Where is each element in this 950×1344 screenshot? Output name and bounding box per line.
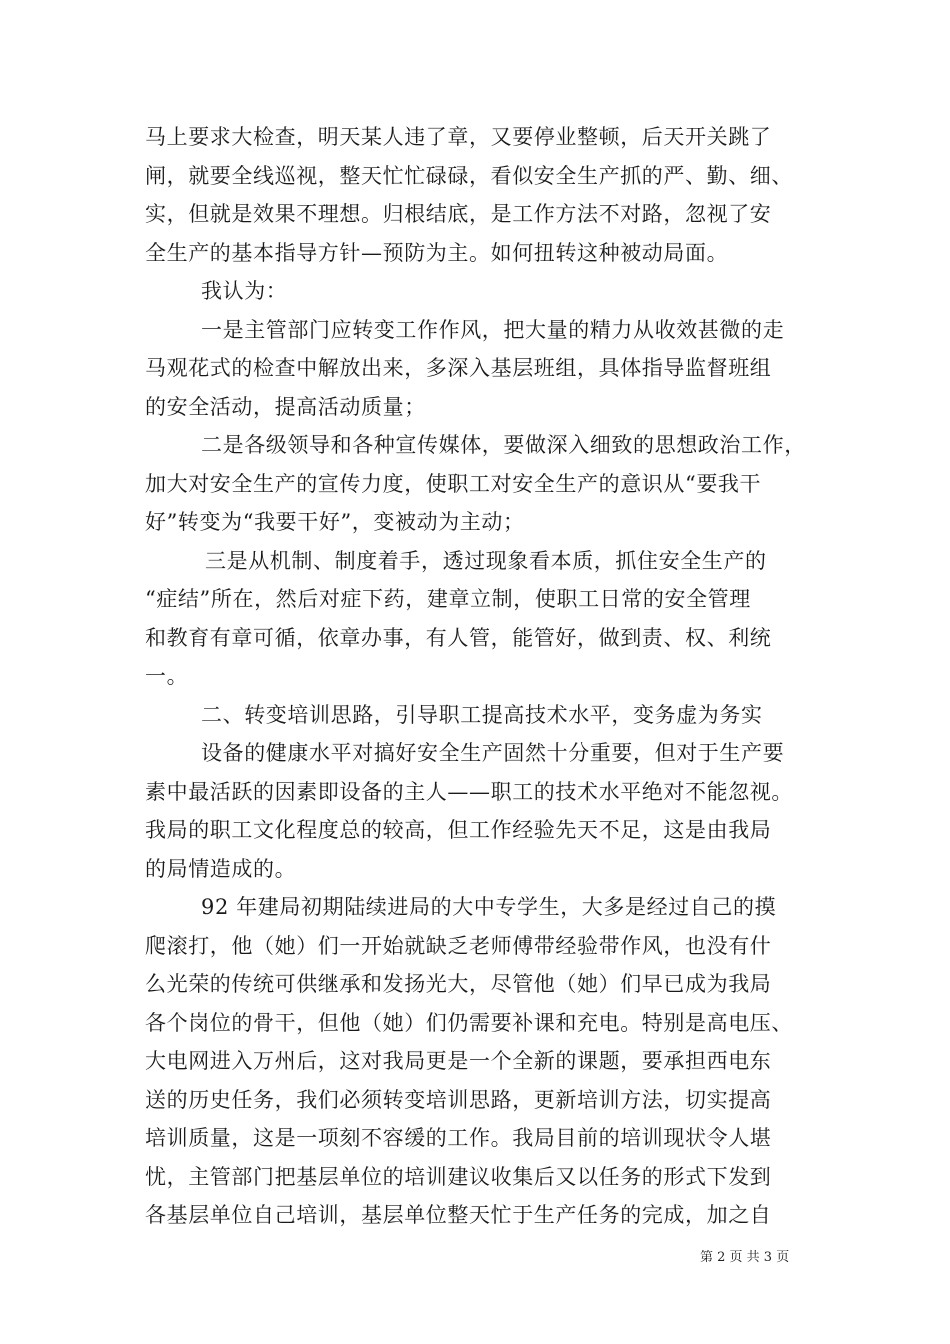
text-line: 的安全活动，提高活动质量； — [145, 394, 426, 419]
text-line: 忧，主管部门把基层单位的培训建议收集后又以任务的形式下发到 — [145, 1164, 772, 1189]
text-line: 好”转变为“我要干好”，变被动为主动； — [145, 510, 525, 534]
document-body — [145, 118, 825, 1235]
text-line: 实，但就是效果不理想。归根结底，是工作方法不对路，忽视了安 — [145, 202, 772, 226]
text-line: 各基层单位自己培训，基层单位整天忙于生产任务的完成，加之自 — [145, 1203, 772, 1227]
text-line: 和教育有章可循，依章办事，有人管，能管好，做到责、权、利统 — [145, 625, 772, 650]
text-line: 大电网进入万州后，这对我局更是一个全新的课题，要承担西电东 — [145, 1049, 772, 1073]
paragraph-start: 我认为： — [201, 279, 288, 303]
text-line: 马上要求大检查，明天某人违了章，又要停业整顿，后天开关跳了 — [145, 125, 772, 149]
text-line: 全生产的基本指导方针—预防为主。如何扭转这种被动局面。 — [145, 240, 729, 265]
paragraph-start: 三是从机制、制度着手，透过现象看本质，抓住安全生产的 — [205, 548, 767, 573]
text-line: 我局的职工文化程度总的较高，但工作经验先天不足，这是由我局 — [145, 818, 772, 842]
paragraph-start: 92 年建局初期陆续进局的大中专学生，大多是经过自己的摸 — [201, 895, 777, 919]
text-line: “症结”所在，然后对症下药，建章立制，使职工日常的安全管理 — [145, 587, 751, 611]
text-line: 的局情造成的。 — [145, 856, 297, 881]
text-line: 培训质量，这是一项刻不容缓的工作。我局目前的培训现状令人堪 — [145, 1126, 772, 1150]
text-line: 送的历史任务，我们必须转变培训思路，更新培训方法，切实提高 — [145, 1087, 772, 1112]
paragraph-start: 二是各级领导和各种宣传媒体，要做深入细致的思想政治工作， — [201, 433, 806, 457]
paragraph-start: 设备的健康水平对搞好安全生产固然十分重要，但对于生产要 — [201, 741, 785, 765]
text-line: 爬滚打，他（她）们一开始就缺乏老师傅带经验带作风，也没有什 — [145, 933, 772, 958]
text-line: 闸，就要全线巡视，整天忙忙碌碌，看似安全生产抓的严、勤、细、 — [145, 163, 793, 188]
text-line: 一。 — [145, 664, 189, 688]
text-line: 素中最活跃的因素即设备的主人——职工的技术水平绝对不能忽视。 — [145, 779, 793, 804]
page-number: 第 2 页 共 3 页 — [700, 1250, 790, 1265]
text-line: 么光荣的传统可供继承和发扬光大，尽管他（她）们早已成为我局 — [145, 972, 772, 996]
section-heading: 二、转变培训思路，引导职工提高技术水平，变务虚为务实 — [201, 702, 763, 727]
text-line: 马观花式的检查中解放出来，多深入基层班组，具体指导监督班组 — [145, 356, 772, 380]
text-line: 加大对安全生产的宣传力度，使职工对安全生产的意识从“要我干 — [145, 471, 762, 496]
paragraph-start: 一是主管部门应转变工作作风，把大量的精力从收效甚微的走 — [201, 317, 785, 342]
text-line: 各个岗位的骨干，但他（她）们仍需要补课和充电。特别是高电压、 — [145, 1010, 793, 1035]
